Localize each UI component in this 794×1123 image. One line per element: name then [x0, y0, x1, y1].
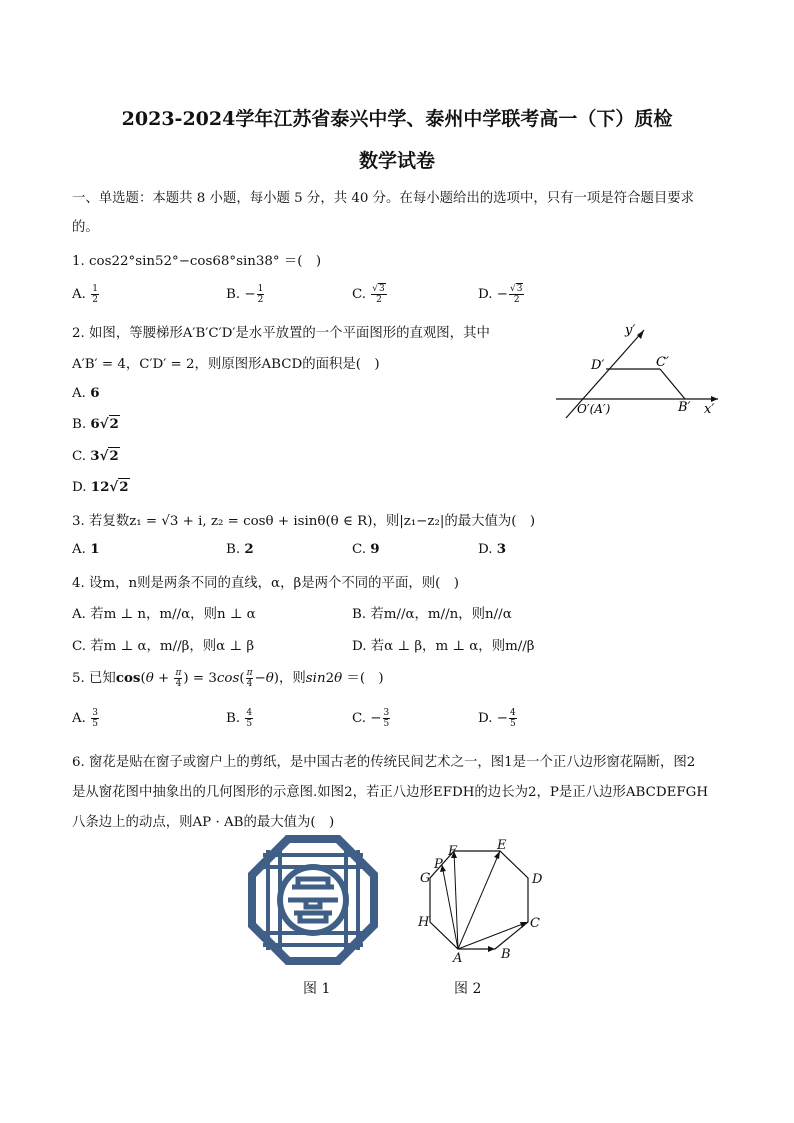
section-header: 一、单选题：本题共 8 小题，每小题 5 分，共 40 分。在每小题给出的选项中，只有一项是符合题目要求 [72, 191, 695, 206]
q4-option-d: D. 若α ⊥ β，m ⊥ α，则m//β [352, 639, 535, 654]
y-axis-arrow [637, 330, 644, 339]
octagon-geometry-figure [408, 835, 558, 967]
q5-option-b: B. $\frac{4}{5}$ [226, 708, 253, 729]
label-e: E [497, 838, 507, 853]
q4-option-b: B. 若m//α，m//n，则n//α [352, 607, 512, 622]
page-title: 2023-2024学年江苏省泰兴中学、泰州中学联考高一（下）质检 [121, 108, 673, 130]
q2-option-d: D. 12√2 [72, 479, 129, 495]
q1-option-c: C. $\frac{√3}{2}$ [352, 284, 385, 305]
q3-option-d: D. 3 [478, 541, 507, 557]
q5-stem: 5. 已知cos(θ + $\frac{\pi}{4}$ ) = 3cos( $\frac{\pi}{4}$ −θ)，则sin2θ ＝( ) [72, 668, 384, 689]
vector-af [454, 851, 458, 949]
label-x: x′ [704, 402, 715, 417]
vector-ac [458, 922, 528, 949]
segment-cb [660, 369, 685, 399]
q3-option-b: B. 2 [226, 541, 254, 557]
q1-stem: 1. cos22°sin52°−cos68°sin38° ＝( ) [72, 254, 322, 269]
label-f: F [448, 844, 458, 859]
q1-option-d: D. − $\frac{√3}{2}$ [478, 284, 523, 305]
q1-option-a: A. $\frac{1}{2}$ [72, 284, 98, 305]
label-a: A [453, 951, 463, 966]
label-d: D [532, 872, 543, 887]
label-b: B [501, 947, 511, 962]
q2-option-c: C. 3√2 [72, 448, 119, 464]
q4-option-c: C. 若m ⊥ α，m//β，则α ⊥ β [72, 639, 255, 654]
section-header-cont: 的。 [72, 220, 99, 235]
q6-stem-line2: 是从窗花图中抽象出的几何图形的示意图.如图2，若正八边形EFDH的边长为2，P是正八边形ABCDEFGH [72, 785, 709, 800]
q2-stem-line2: A′B′ = 4，C′D′ = 2，则原图形ABCD的面积是( ) [72, 357, 380, 372]
q6-stem-line3: 八条边上的动点，则AP · AB的最大值为( ) [72, 815, 335, 830]
q4-option-a: A. 若m ⊥ n，m//α，则n ⊥ α [72, 607, 256, 622]
label-p: P [434, 857, 443, 872]
q5-option-c: C. − $\frac{3}{5}$ [352, 708, 390, 729]
q2-option-a: A. 6 [72, 385, 100, 401]
label-b: B′ [678, 400, 691, 415]
label-o: O′(A′) [577, 402, 611, 416]
medallion-pattern [288, 879, 338, 921]
q4-stem: 4. 设m，n则是两条不同的直线，α，β是两个不同的平面，则( ) [72, 576, 459, 591]
q3-option-c: C. 9 [352, 541, 380, 557]
q5-option-d: D. − $\frac{4}{5}$ [478, 708, 516, 729]
label-y: y′ [625, 323, 636, 338]
q2-trapezoid-figure [548, 318, 728, 428]
q1-option-b: B. − $\frac{1}{2}$ [226, 284, 264, 305]
label-d: D′ [591, 358, 605, 373]
label-c: C [530, 916, 540, 931]
q3-option-a: A. 1 [72, 541, 100, 557]
figure1-caption: 图 1 [303, 981, 331, 997]
figure2-caption: 图 2 [454, 981, 482, 997]
q2-stem-line1: 2. 如图，等腰梯形A′B′C′D′是水平放置的一个平面图形的直观图，其中 [72, 326, 490, 341]
label-g: G [420, 871, 431, 886]
window-lattice-figure [248, 835, 378, 965]
q6-stem-line1: 6. 窗花是贴在窗子或窗户上的剪纸，是中国古老的传统民间艺术之一，图1是一个正八边形窗花隔断，图2 [72, 755, 696, 770]
q3-stem: 3. 若复数z₁ = √3 + i, z₂ = cosθ + isinθ(θ ∈ R)，则|z₁−z₂|的最大值为( ) [72, 514, 536, 529]
q2-option-b: B. 6√2 [72, 416, 119, 432]
label-h: H [418, 915, 430, 930]
page-subtitle: 数学试卷 [358, 150, 435, 172]
vector-ae [458, 851, 500, 949]
label-c: C′ [656, 355, 669, 370]
q5-option-a: A. $\frac{3}{5}$ [72, 708, 98, 729]
